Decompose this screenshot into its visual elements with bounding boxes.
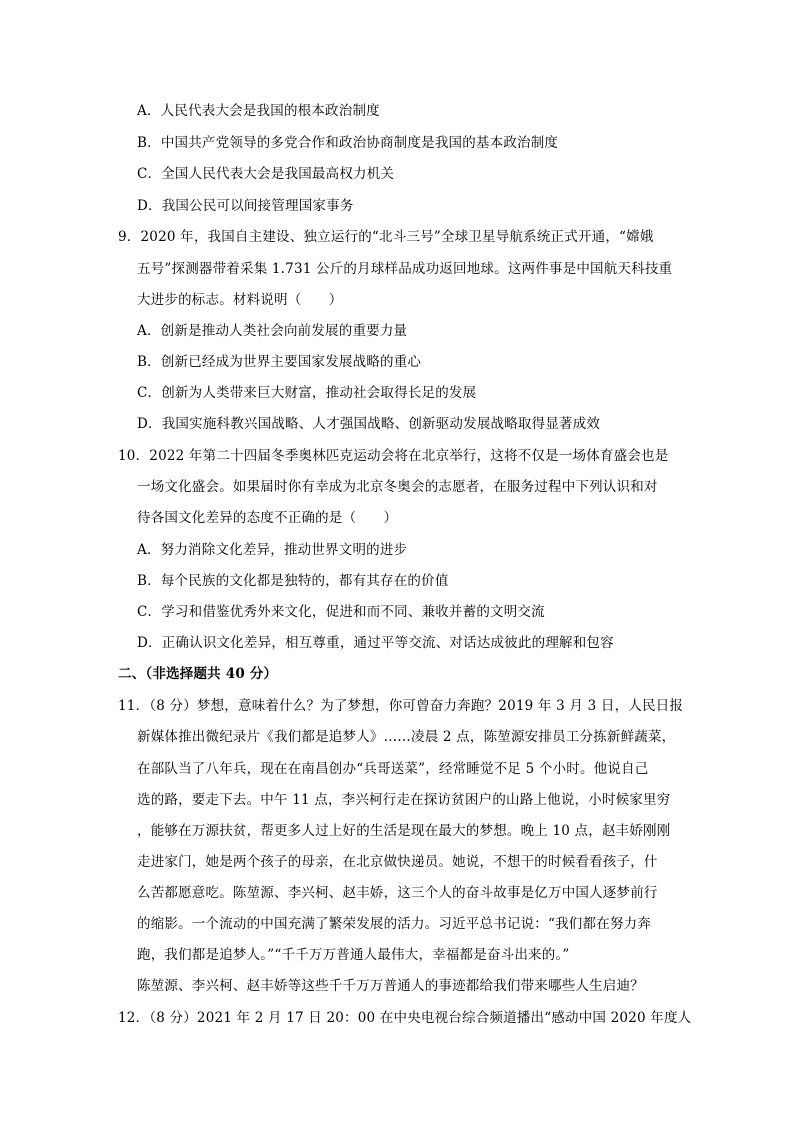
q8-option-c: C．全国人民代表大会是我国最高权力机关 xyxy=(137,166,395,182)
q11-line-1: 11．（8 分）梦想，意味着什么？为了梦想，你可曾奋力奔跑？2019 年 3 月 3 日，人民日报 xyxy=(118,698,684,714)
q8-option-d: D．我国公民可以间接管理国家事务 xyxy=(137,198,354,214)
q11-question: 陈堃源、李兴柯、赵丰娇等这些千千万万普通人的事迹都给我们带来哪些人生启迪？ xyxy=(137,978,644,994)
q10-stem-line-3: 待各国文化差异的态度不正确的是（ ） xyxy=(137,510,398,526)
q9-option-a: A．创新是推动人类社会向前发展的重要力量 xyxy=(137,323,408,339)
q11-line-3: 在部队当了八年兵，现在在南昌创办“兵哥送菜”，经常睡觉不足 5 个小时。他说自己 xyxy=(137,761,649,777)
q9-option-b: B．创新已经成为世界主要国家发展战略的重心 xyxy=(137,354,422,370)
q10-option-c: C．学习和借鉴优秀外来文化，促进和而不同、兼收并蓄的文明交流 xyxy=(137,604,545,620)
q11-line-2: 新媒体推出微纪录片《我们都是追梦人》……凌晨 2 点，陈堃源安排员工分拣新鲜蔬菜， xyxy=(137,729,676,745)
q8-option-b: B．中国共产党领导的多党合作和政治协商制度是我国的基本政治制度 xyxy=(137,135,559,151)
q10-stem-line-1: 10．2022 年第二十四届冬季奥林匹克运动会将在北京举行，这将不仅是一场体育盛会也是 xyxy=(118,448,669,464)
q11-line-4: 选的路，要走下去。中午 11 点，李兴柯行走在探访贫困户的山路上他说，小时候家里穷 xyxy=(137,792,671,808)
q8-option-a: A．人民代表大会是我国的根本政治制度 xyxy=(137,103,380,119)
section-heading: 二、（非选择题共 40 分） xyxy=(118,666,278,682)
q10-option-a: A．努力消除文化差异，推动世界文明的进步 xyxy=(137,542,408,558)
q11-line-6: 走进家门，她是两个孩子的母亲，在北京做快递员。她说，不想干的时候看看孩子，什 xyxy=(137,854,658,870)
q11-line-5: ，能够在万源扶贫，帮更多人过上好的生活是现在最大的梦想。晚上 10 点，赵丰娇刚刚 xyxy=(137,823,671,839)
q10-option-d: D．正确认识文化差异，相互尊重，通过平等交流、对话达成彼此的理解和包容 xyxy=(137,635,614,651)
q10-stem-line-2: 一场文化盛会。如果届时你有幸成为北京冬奥会的志愿者，在服务过程中下列认识和对 xyxy=(137,479,658,495)
q9-stem-line-3: 大进步的标志。材料说明（ ） xyxy=(137,292,343,308)
q11-line-8: 的缩影。一个流动的中国充满了繁荣发展的活力。习近平总书记说：“我们都在努力奔 xyxy=(137,916,652,932)
q9-option-d: D．我国实施科教兴国战略、人才强国战略、创新驱动发展战略取得显著成效 xyxy=(137,416,601,432)
q11-line-9: 跑，我们都是追梦人。”“千千万万普通人最伟大，幸福都是奋斗出来的。” xyxy=(137,947,570,963)
q11-line-7: 么苦都愿意吃。陈堃源、李兴柯、赵丰娇，这三个人的奋斗故事是亿万中国人逐梦前行 xyxy=(137,885,658,901)
q9-stem-line-2: 五号”探测器带着采集 1.731 公斤的月球样品成功返回地球。这两件事是中国航天科技重 xyxy=(137,261,673,277)
q10-option-b: B．每个民族的文化都是独特的，都有其存在的价值 xyxy=(137,573,449,589)
q9-option-c: C．创新为人类带来巨大财富，推动社会取得长足的发展 xyxy=(137,385,477,401)
q12-line-1: 12．（8 分）2021 年 2 月 17 日 20：00 在中央电视台综合频道播出“感动中国 2020 年度人 xyxy=(118,1010,692,1026)
q9-stem-line-1: 9．2020 年，我国自主建设、独立运行的“北斗三号”全球卫星导航系统正式开通，“嫦娥 xyxy=(118,229,654,245)
